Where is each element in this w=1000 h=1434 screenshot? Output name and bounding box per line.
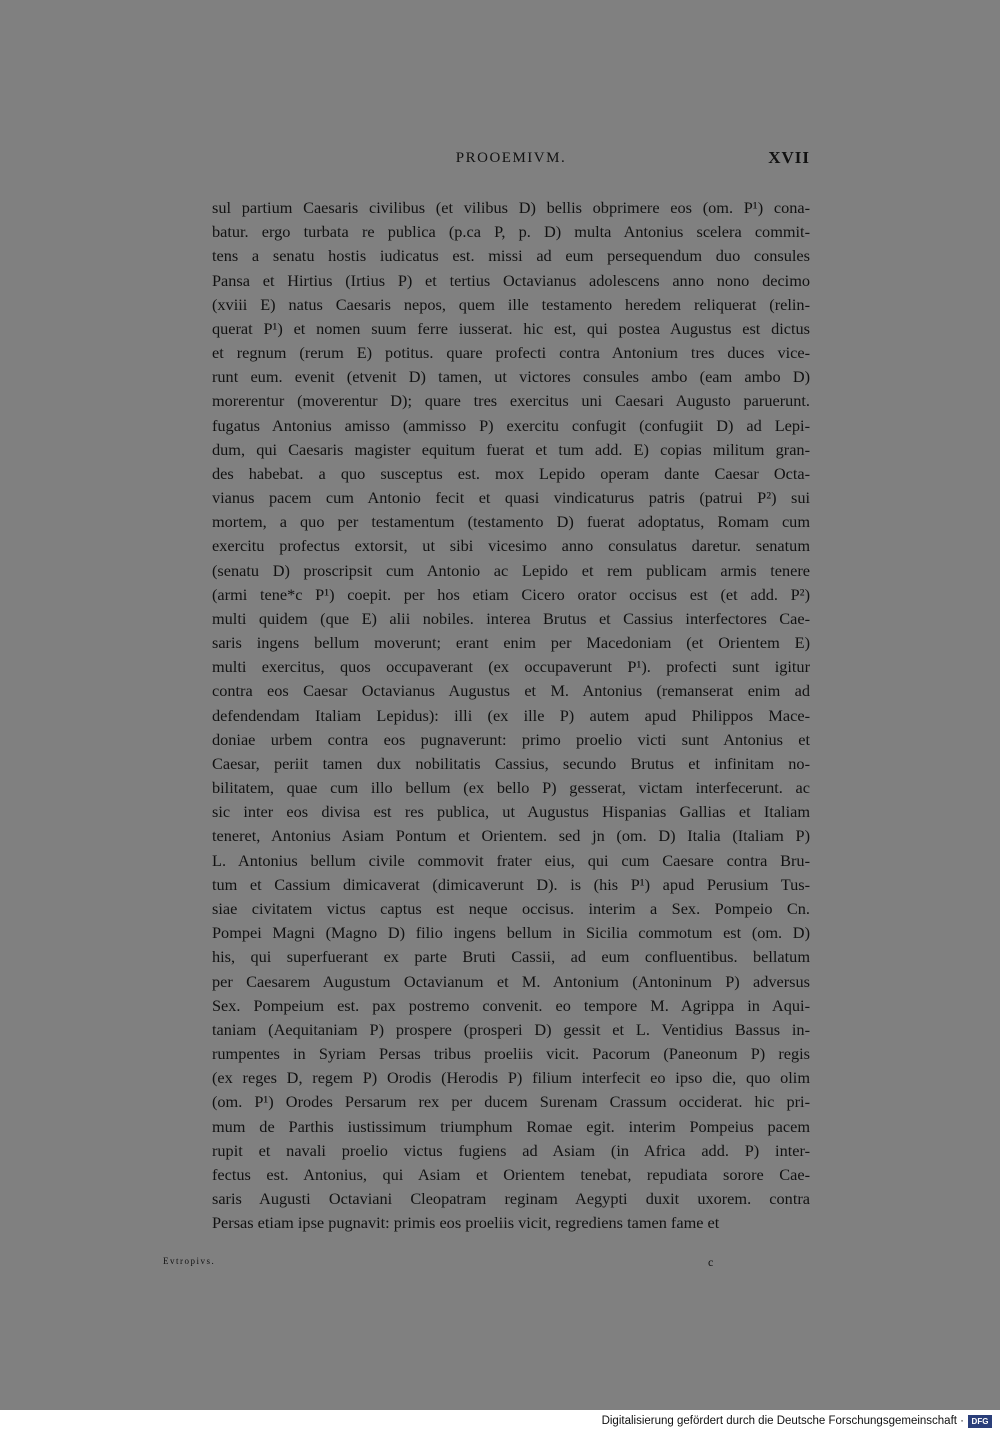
text-line: per Caesarem Augustum Octavianum et M. Antonium (Antoninum P) adversus xyxy=(212,971,810,991)
text-line: sul partium Caesaris civilibus (et vilibus D) bellis obprimere eos (om. P¹) cona- xyxy=(212,198,810,217)
text-line: taniam (Aequitaniam P) prospere (prosperi D) gessit et L. Ventidius Bassus in- xyxy=(212,1019,810,1039)
text-line: Pompei Magni (Magno D) filio ingens bellum in Sicilia commotum est (om. D) xyxy=(212,923,810,943)
text-line: (senatu D) proscripsit cum Antonio ac Lepido et rem publicam armis tenere xyxy=(212,560,810,580)
text-line: multi quidem (que E) alii nobiles. interea Brutus et Cassius interfectores Cae- xyxy=(212,608,810,628)
text-line: his, qui superfuerant ex parte Bruti Cassii, ad eum confluentibus. bellatum xyxy=(212,947,810,967)
text-line: tens a senatu hostis iudicatus est. missi ad eum persequendum duo consules xyxy=(212,246,810,266)
footer-signature: c xyxy=(708,1255,714,1269)
text-line: multi exercitus, quos occupaverant (ex occupaverunt P¹). profecti sunt igitur xyxy=(212,657,810,677)
funding-banner xyxy=(0,1410,1000,1434)
text-line: (ex reges D, regem P) Orodis (Herodis P) filium interfecit eo ipso die, quo olim xyxy=(212,1068,810,1088)
text-line: doniae urbem contra eos pugnaverunt: primo proelio victi sunt Antonius et xyxy=(212,729,810,749)
footer-author: Evtropivs. xyxy=(163,1256,216,1266)
funding-text: Digitalisierung gefördert durch die Deutsche Forschungsgemeinschaft · xyxy=(601,1415,964,1427)
text-line: Sex. Pompeium est. pax postremo convenit. eo tempore M. Agrippa in Aqui- xyxy=(212,995,810,1015)
page-title: PROOEMIVM. xyxy=(455,150,567,166)
text-line: fugatus Antonius amisso (ammisso P) exercitu confugit (confugiit D) ad Lepi- xyxy=(212,415,810,435)
text-line: querat P¹) et nomen suum ferre iusserat. hic est, qui postea Augustus est dictus xyxy=(212,318,810,338)
text-line: runt eum. evenit (etvenit D) tamen, ut victores consules ambo (eam ambo D) xyxy=(212,367,810,387)
text-line: Persas etiam ipse pugnavit: primis eos proeliis vicit, regrediens tamen fame et xyxy=(212,1213,720,1233)
text-line: (armi tene*c P¹) coepit. per hos etiam Cicero orator occisus est (et add. P²) xyxy=(212,584,810,604)
text-line: fectus est. Antonius, qui Asiam et Orientem tenebat, repudiata sorore Cae- xyxy=(212,1164,810,1184)
text-line: Caesar, periit tamen dux nobilitatis Cassius, secundo Brutus et infinitam no- xyxy=(212,753,810,773)
text-line: siae civitatem victus captus est neque occisus. interim a Sex. Pompeio Cn. xyxy=(212,898,810,918)
dfg-logo-icon: DFG xyxy=(968,1415,992,1428)
text-line: mum de Parthis iustissimum triumphum Romae egit. interim Pompeius pacem xyxy=(212,1116,810,1136)
page-number: XVII xyxy=(768,148,810,167)
text-line: saris ingens bellum moverunt; erant enim per Macedoniam (et Orientem E) xyxy=(212,633,810,653)
text-line: saris Augusti Octaviani Cleopatram reginam Aegypti duxit uxorem. contra xyxy=(212,1189,810,1209)
text-line: sic inter eos divisa est res publica, ut Augustus Hispanias Gallias et Italiam xyxy=(212,802,810,822)
text-line: et regnum (rerum E) potitus. quare profecti contra Antonium tres duces vice- xyxy=(212,343,810,363)
text-line: teneret, Antonius Asiam Pontum et Orientem. sed jn (om. D) Italia (Italiam P) xyxy=(212,826,810,846)
text-line: rumpentes in Syriam Persas tribus proeliis vicit. Pacorum (Paneonum P) regis xyxy=(212,1044,810,1064)
text-line: Pansa et Hirtius (Irtius P) et tertius Octavianus adolescens anno nono decimo xyxy=(212,270,810,290)
text-line: defendendam Italiam Lepidus): illi (ex ille P) autem apud Philippos Mace- xyxy=(212,705,810,725)
text-line: des habebat. a quo susceptus est. mox Lepido operam dante Caesar Octa- xyxy=(212,463,810,483)
text-line: bilitatem, quae cum illo bellum (ex bello P) gesserat, victam interfecerunt. ac xyxy=(212,778,810,798)
body-text xyxy=(212,196,810,1235)
text-line: morerentur (moverentur D); quare tres exercitus uni Caesari Augusto paruerunt. xyxy=(212,391,810,411)
text-line: tum et Cassium dimicaverat (dimicaverunt D). is (his P¹) apud Perusium Tus- xyxy=(212,874,810,894)
text-line: batur. ergo turbata re publica (p.ca P, p. D) multa Antonius scelera commit- xyxy=(212,222,810,242)
text-line: contra eos Caesar Octavianus Augustus et M. Antonius (remanserat enim ad xyxy=(212,681,810,701)
text-line: dum, qui Caesaris magister equitum fuerat et tum add. E) copias militum gran- xyxy=(212,439,810,459)
text-line: vianus pacem cum Antonio fecit et quasi vindicaturus patris (patrui P²) sui xyxy=(212,488,810,508)
text-line: exercitu profectus extorsit, ut sibi vicesimo anno consulatus daretur. senatum xyxy=(212,536,810,556)
text-line: mortem, a quo per testamentum (testamento D) fuerat adoptatus, Romam cum xyxy=(212,512,810,532)
text-line: (xviii E) natus Caesaris nepos, quem ille testamento heredem reliquerat (relin- xyxy=(212,294,810,314)
text-line: (om. P¹) Orodes Persarum rex per ducem Surenam Crassum occiderat. hic pri- xyxy=(212,1092,810,1112)
text-line: L. Antonius bellum civile commovit frater eius, qui cum Caesare contra Bru- xyxy=(212,850,810,870)
running-head xyxy=(212,150,810,172)
text-line: rupit et navali proelio victus fugiens ad Asiam (in Africa add. P) inter- xyxy=(212,1140,810,1160)
